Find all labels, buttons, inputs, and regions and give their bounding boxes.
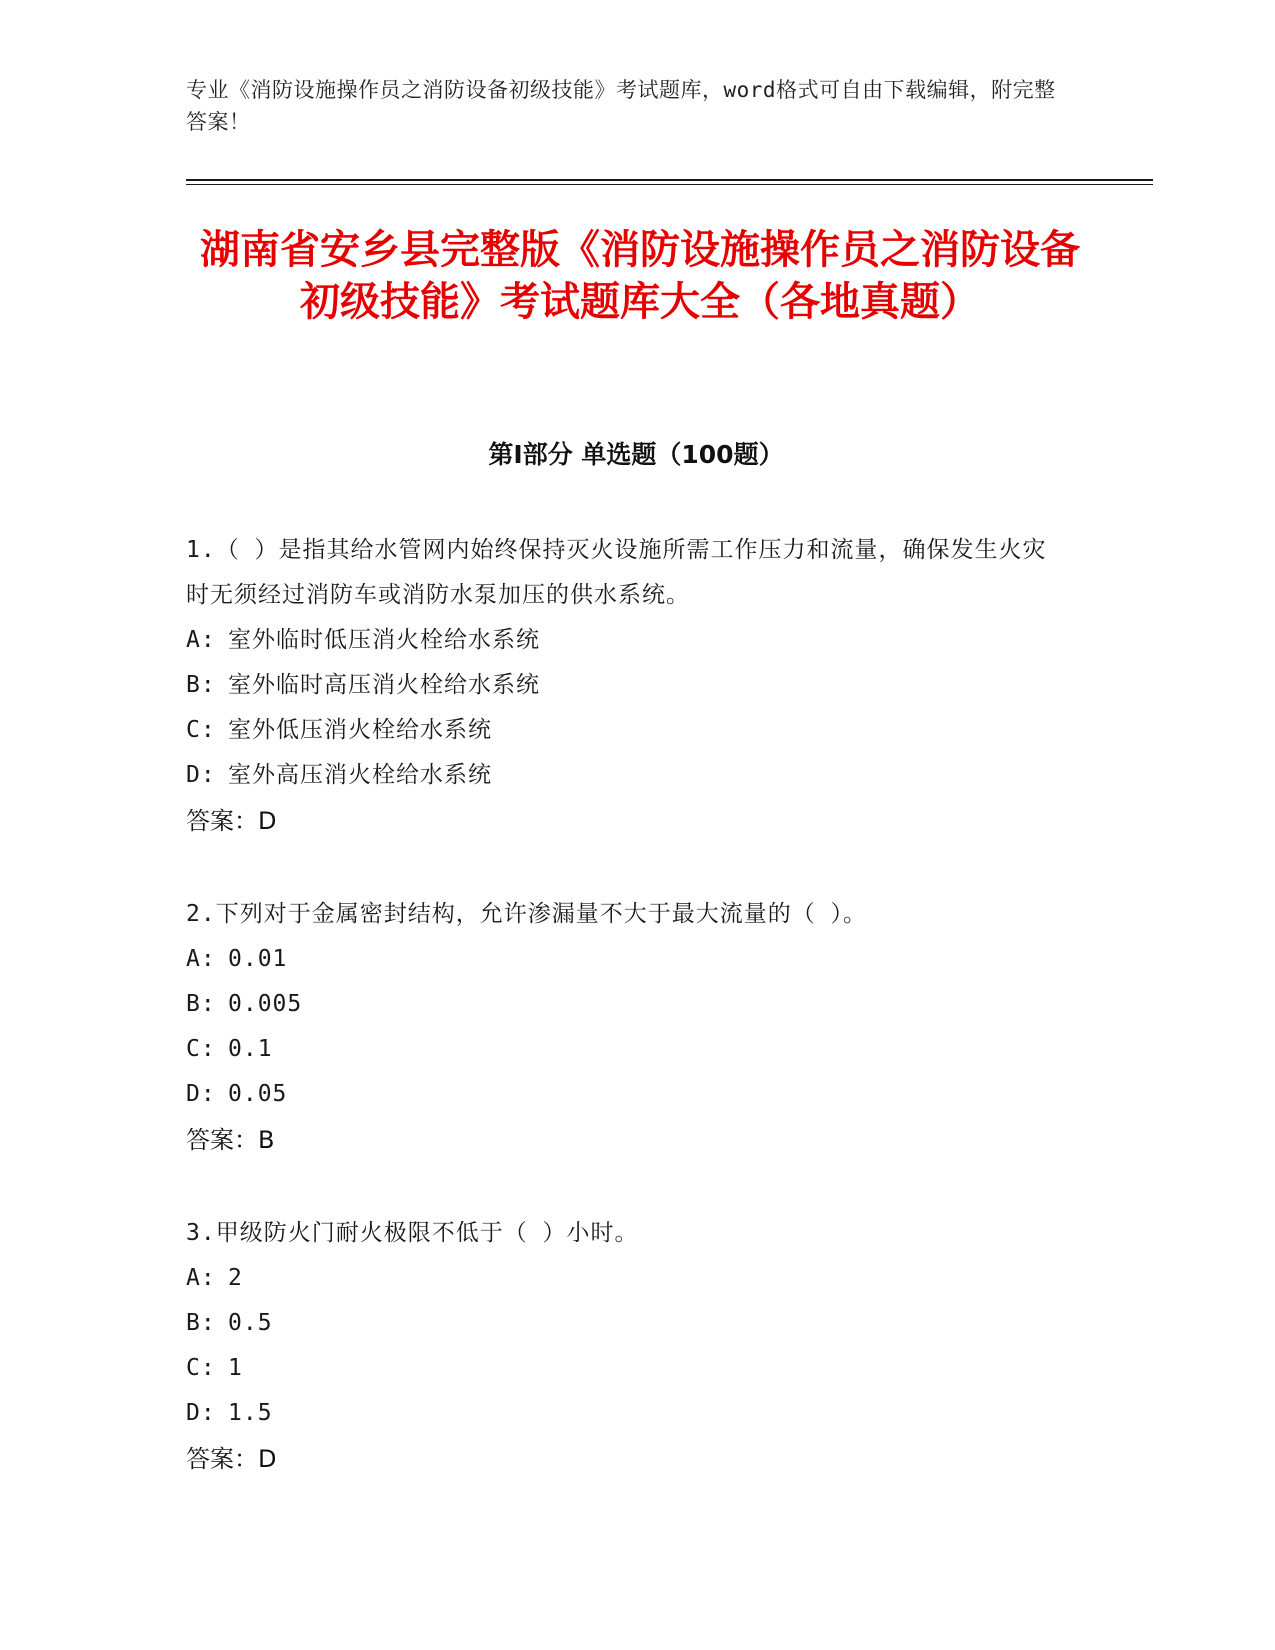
option-letter: C: <box>186 717 216 743</box>
option-text: 0.5 <box>228 1310 273 1336</box>
option-b <box>186 663 1066 708</box>
option-text: 室外低压消火栓给水系统 <box>228 717 492 743</box>
question-item <box>186 1211 1066 1482</box>
option-letter: B: <box>186 991 216 1017</box>
option-text: 0.1 <box>228 1036 273 1062</box>
option-letter: D: <box>186 762 216 788</box>
option-text: 室外临时高压消火栓给水系统 <box>228 672 540 698</box>
question-list <box>186 528 1066 1530</box>
option-d <box>186 753 1066 798</box>
option-text: 2 <box>228 1265 243 1291</box>
document-title: 湖南省安乡县完整版《消防设施操作员之消防设备初级技能》考试题库大全（各地真题） <box>200 227 1080 325</box>
option-a <box>186 1256 1066 1301</box>
question-stem: 3.甲级防火门耐火极限不低于（ ）小时。 <box>186 1220 639 1246</box>
answer-line: 答案：D <box>186 807 277 835</box>
option-text: 0.05 <box>228 1081 288 1107</box>
option-a <box>186 937 1066 982</box>
option-b <box>186 982 1066 1027</box>
option-text: 0.01 <box>228 946 288 972</box>
option-d <box>186 1072 1066 1117</box>
option-text: 1 <box>228 1355 243 1381</box>
option-letter: C: <box>186 1036 216 1062</box>
option-letter: A: <box>186 1265 216 1291</box>
answer-line: 答案：D <box>186 1445 277 1473</box>
option-text: 0.005 <box>228 991 303 1017</box>
option-letter: B: <box>186 1310 216 1336</box>
section-heading: 第Ⅰ部分 单选题（100题） <box>488 440 784 469</box>
option-d <box>186 1391 1066 1436</box>
option-letter: B: <box>186 672 216 698</box>
option-text: 室外高压消火栓给水系统 <box>228 762 492 788</box>
header-note: 专业《消防设施操作员之消防设备初级技能》考试题库，word格式可自由下载编辑，附完整答案！ <box>186 78 1056 134</box>
option-a <box>186 618 1066 663</box>
option-text: 室外临时低压消火栓给水系统 <box>228 627 540 653</box>
question-stem: 2.下列对于金属密封结构，允许渗漏量不大于最大流量的（ ）。 <box>186 901 868 927</box>
option-c <box>186 708 1066 753</box>
option-letter: C: <box>186 1355 216 1381</box>
question-item <box>186 892 1066 1163</box>
answer-line: 答案：B <box>186 1126 275 1154</box>
option-text: 1.5 <box>228 1400 273 1426</box>
option-c <box>186 1346 1066 1391</box>
header-divider-thin <box>186 184 1153 185</box>
option-letter: D: <box>186 1081 216 1107</box>
option-letter: A: <box>186 946 216 972</box>
option-b <box>186 1301 1066 1346</box>
question-stem: 1.（ ）是指其给水管网内始终保持灭火设施所需工作压力和流量，确保发生火灾时无须经过消防车或消防水泵加压的供水系统。 <box>186 537 1047 608</box>
header-divider-thick <box>186 179 1153 181</box>
option-letter: D: <box>186 1400 216 1426</box>
option-c <box>186 1027 1066 1072</box>
question-item <box>186 528 1066 844</box>
option-letter: A: <box>186 627 216 653</box>
